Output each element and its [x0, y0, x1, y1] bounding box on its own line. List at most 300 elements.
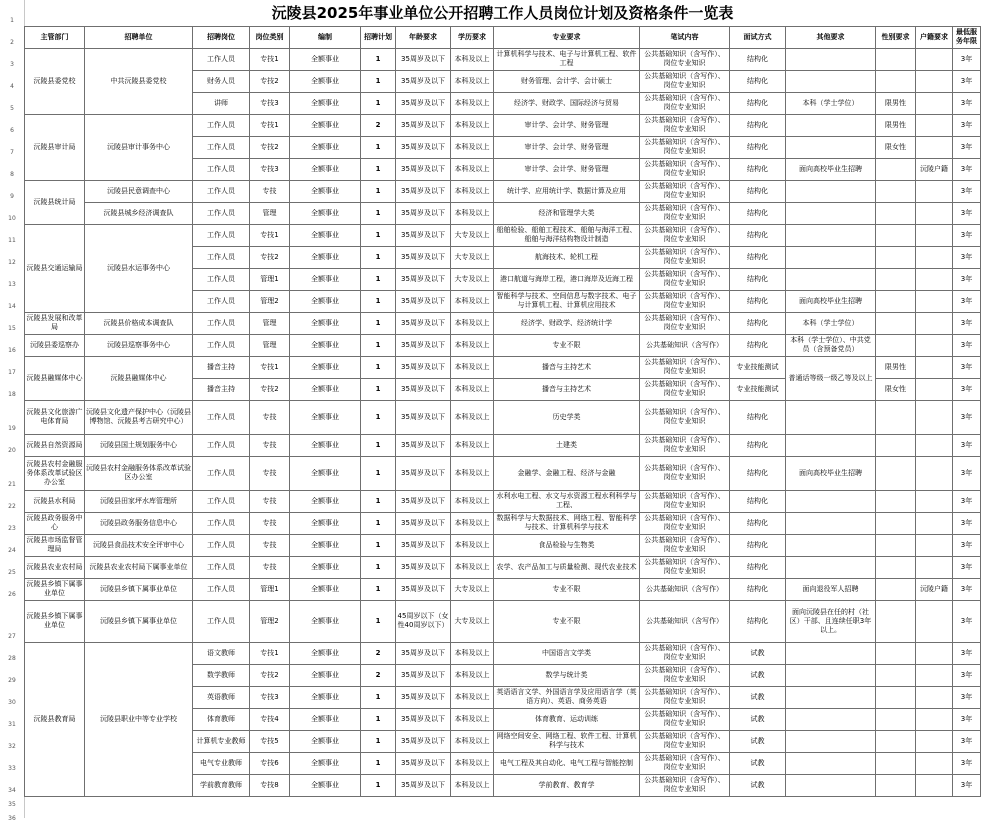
major-cell: 土建类	[494, 434, 640, 456]
staffing-cell: 全额事业	[290, 708, 361, 730]
service-years-cell: 3年	[953, 774, 981, 796]
education-cell: 本科及以上	[451, 434, 494, 456]
exam-cell: 公共基础知识（含写作）、岗位专业知识	[640, 708, 730, 730]
gender-cell: 限女性	[876, 136, 916, 158]
table-row	[25, 400, 981, 434]
position-cell: 工作人员	[193, 48, 250, 70]
unit-cell: 中共沅陵县委党校	[85, 48, 193, 114]
residence-cell: 沅陵户籍	[916, 158, 953, 180]
gender-cell	[876, 686, 916, 708]
row-number: 30	[8, 699, 16, 706]
exam-cell: 公共基础知识（含写作）、岗位专业知识	[640, 224, 730, 246]
quota-cell: 1	[361, 730, 396, 752]
age-cell: 45周岁以下（女性40周岁以下）	[396, 600, 451, 642]
exam-cell: 公共基础知识（含写作）、岗位专业知识	[640, 290, 730, 312]
other-cell	[786, 534, 876, 556]
position-cell: 工作人员	[193, 534, 250, 556]
residence-cell	[916, 268, 953, 290]
staffing-cell: 全额事业	[290, 334, 361, 356]
residence-cell	[916, 456, 953, 490]
other-cell: 面向沅陵县在任的村（社区）干部、且连续任职3年以上。	[786, 600, 876, 642]
other-cell	[786, 224, 876, 246]
exam-cell: 公共基础知识（含写作）、岗位专业知识	[640, 312, 730, 334]
staffing-cell: 全额事业	[290, 224, 361, 246]
other-cell	[786, 114, 876, 136]
quota-cell: 1	[361, 752, 396, 774]
quota-cell: 1	[361, 312, 396, 334]
interview-cell: 结构化	[730, 456, 786, 490]
education-cell: 本科及以上	[451, 512, 494, 534]
quota-cell: 1	[361, 290, 396, 312]
interview-cell: 专业技能测试	[730, 356, 786, 378]
gender-cell	[876, 158, 916, 180]
row-number: 9	[10, 193, 14, 200]
interview-cell: 结构化	[730, 136, 786, 158]
service-years-cell: 3年	[953, 356, 981, 378]
row-number: 15	[8, 325, 16, 332]
staffing-cell: 全额事业	[290, 202, 361, 224]
position-cell: 讲师	[193, 92, 250, 114]
exam-cell: 公共基础知识（含写作）、岗位专业知识	[640, 664, 730, 686]
interview-cell: 结构化	[730, 224, 786, 246]
interview-cell: 结构化	[730, 290, 786, 312]
category-cell: 专技2	[250, 136, 290, 158]
interview-cell: 试教	[730, 664, 786, 686]
education-cell: 本科及以上	[451, 490, 494, 512]
position-cell: 播音主持	[193, 378, 250, 400]
residence-cell: 沅陵户籍	[916, 578, 953, 600]
position-cell: 工作人员	[193, 224, 250, 246]
gender-cell	[876, 708, 916, 730]
age-cell: 35周岁及以下	[396, 642, 451, 664]
education-cell: 本科及以上	[451, 664, 494, 686]
staffing-cell: 全额事业	[290, 158, 361, 180]
education-cell: 本科及以上	[451, 290, 494, 312]
row-number: 27	[8, 633, 16, 640]
unit-cell: 沅陵县乡镇下属事业单位	[85, 600, 193, 642]
category-cell: 专技1	[250, 642, 290, 664]
exam-cell: 公共基础知识（含写作）	[640, 600, 730, 642]
gender-cell	[876, 70, 916, 92]
service-years-cell: 3年	[953, 202, 981, 224]
interview-cell: 结构化	[730, 512, 786, 534]
education-cell: 本科及以上	[451, 378, 494, 400]
other-cell: 本科（学士学位）、中共党员（含预备党员）	[786, 334, 876, 356]
gender-cell	[876, 180, 916, 202]
residence-cell	[916, 512, 953, 534]
service-years-cell: 3年	[953, 434, 981, 456]
staffing-cell: 全额事业	[290, 752, 361, 774]
education-cell: 本科及以上	[451, 774, 494, 796]
residence-cell	[916, 730, 953, 752]
other-cell	[786, 730, 876, 752]
position-cell: 工作人员	[193, 114, 250, 136]
gender-cell	[876, 268, 916, 290]
gender-cell	[876, 312, 916, 334]
quota-cell: 1	[361, 512, 396, 534]
dept-cell: 沅陵县农村金融服务体系改革试验区办公室	[25, 456, 85, 490]
other-cell: 本科（学士学位）	[786, 312, 876, 334]
major-cell: 农学、农产品加工与质量检测、现代农业技术	[494, 556, 640, 578]
column-header: 年龄要求	[396, 26, 451, 48]
interview-cell: 结构化	[730, 92, 786, 114]
other-cell	[786, 268, 876, 290]
staffing-cell: 全额事业	[290, 378, 361, 400]
row-number: 28	[8, 655, 16, 662]
unit-cell: 沅陵县职业中等专业学校	[85, 642, 193, 796]
major-cell: 专业不限	[494, 600, 640, 642]
column-header: 最低服务年限	[953, 26, 981, 48]
age-cell: 35周岁及以下	[396, 312, 451, 334]
other-cell	[786, 512, 876, 534]
education-cell: 大专及以上	[451, 246, 494, 268]
interview-cell: 结构化	[730, 70, 786, 92]
age-cell: 35周岁及以下	[396, 578, 451, 600]
table-row	[25, 224, 981, 246]
education-cell: 本科及以上	[451, 356, 494, 378]
age-cell: 35周岁及以下	[396, 434, 451, 456]
interview-cell: 结构化	[730, 312, 786, 334]
dept-cell: 沅陵县市场监督管理局	[25, 534, 85, 556]
major-cell: 航海技术、轮机工程	[494, 246, 640, 268]
exam-cell: 公共基础知识（含写作）、岗位专业知识	[640, 268, 730, 290]
position-cell: 工作人员	[193, 434, 250, 456]
quota-cell: 1	[361, 158, 396, 180]
exam-cell: 公共基础知识（含写作）、岗位专业知识	[640, 158, 730, 180]
age-cell: 35周岁及以下	[396, 400, 451, 434]
gender-cell	[876, 490, 916, 512]
interview-cell: 结构化	[730, 158, 786, 180]
table-row	[25, 642, 981, 664]
column-header: 主管部门	[25, 26, 85, 48]
dept-cell: 沅陵县教育局	[25, 642, 85, 796]
column-header: 招聘计划	[361, 26, 396, 48]
dept-cell: 沅陵县自然资源局	[25, 434, 85, 456]
major-cell: 中国语言文学类	[494, 642, 640, 664]
age-cell: 35周岁及以下	[396, 180, 451, 202]
category-cell: 管理	[250, 312, 290, 334]
dept-cell: 沅陵县农业农村局	[25, 556, 85, 578]
position-cell: 工作人员	[193, 400, 250, 434]
position-cell: 数学教师	[193, 664, 250, 686]
service-years-cell: 3年	[953, 180, 981, 202]
unit-cell: 沅陵县水运事务中心	[85, 224, 193, 312]
staffing-cell: 全额事业	[290, 92, 361, 114]
interview-cell: 试教	[730, 774, 786, 796]
exam-cell: 公共基础知识（含写作）、岗位专业知识	[640, 202, 730, 224]
service-years-cell: 3年	[953, 512, 981, 534]
unit-cell: 沅陵县文化遗产保护中心（沅陵县博物馆、沅陵县考古研究中心）	[85, 400, 193, 434]
row-number: 31	[8, 721, 16, 728]
quota-cell: 1	[361, 48, 396, 70]
row-number: 13	[8, 281, 16, 288]
other-cell	[786, 246, 876, 268]
other-cell	[786, 70, 876, 92]
education-cell: 本科及以上	[451, 642, 494, 664]
service-years-cell: 3年	[953, 534, 981, 556]
staffing-cell: 全额事业	[290, 400, 361, 434]
row-number: 11	[8, 237, 16, 244]
category-cell: 管理	[250, 334, 290, 356]
staffing-cell: 全额事业	[290, 356, 361, 378]
dept-cell: 沅陵县水利局	[25, 490, 85, 512]
major-cell: 历史学类	[494, 400, 640, 434]
staffing-cell: 全额事业	[290, 180, 361, 202]
other-cell	[786, 434, 876, 456]
exam-cell: 公共基础知识（含写作）、岗位专业知识	[640, 686, 730, 708]
other-cell	[786, 708, 876, 730]
residence-cell	[916, 202, 953, 224]
major-cell: 经济学、财政学、经济统计学	[494, 312, 640, 334]
exam-cell: 公共基础知识（含写作）、岗位专业知识	[640, 356, 730, 378]
interview-cell: 结构化	[730, 400, 786, 434]
row-number: 32	[8, 743, 16, 750]
category-cell: 专技4	[250, 708, 290, 730]
exam-cell: 公共基础知识（含写作）、岗位专业知识	[640, 136, 730, 158]
age-cell: 35周岁及以下	[396, 730, 451, 752]
quota-cell: 1	[361, 246, 396, 268]
category-cell: 专技2	[250, 378, 290, 400]
quota-cell: 1	[361, 70, 396, 92]
category-cell: 专技6	[250, 752, 290, 774]
table-row	[25, 534, 981, 556]
quota-cell: 1	[361, 556, 396, 578]
other-cell	[786, 48, 876, 70]
page-title: 沅陵县2025年事业单位公开招聘工作人员岗位计划及资格条件一览表	[25, 0, 981, 26]
quota-cell: 1	[361, 334, 396, 356]
category-cell: 专技	[250, 400, 290, 434]
service-years-cell: 3年	[953, 642, 981, 664]
row-number: 21	[8, 481, 16, 488]
staffing-cell: 全额事业	[290, 434, 361, 456]
category-cell: 专技	[250, 456, 290, 490]
gender-cell	[876, 400, 916, 434]
exam-cell: 公共基础知识（含写作）	[640, 334, 730, 356]
interview-cell: 结构化	[730, 180, 786, 202]
unit-cell: 沅陵县城乡经济调查队	[85, 202, 193, 224]
age-cell: 35周岁及以下	[396, 456, 451, 490]
quota-cell: 1	[361, 400, 396, 434]
major-cell: 体育教育、运动训练	[494, 708, 640, 730]
service-years-cell: 3年	[953, 456, 981, 490]
major-cell: 食品检验与生物类	[494, 534, 640, 556]
position-cell: 学前教育教师	[193, 774, 250, 796]
education-cell: 本科及以上	[451, 752, 494, 774]
gender-cell	[876, 578, 916, 600]
major-cell: 计算机科学与技术、电子与计算机工程、软件工程	[494, 48, 640, 70]
column-header: 户籍要求	[916, 26, 953, 48]
other-cell: 本科（学士学位）	[786, 92, 876, 114]
major-cell: 数据科学与大数据技术、网络工程、智能科学与技术、计算机科学与技术	[494, 512, 640, 534]
recruitment-table	[24, 0, 981, 797]
major-cell: 金融学、金融工程、经济与金融	[494, 456, 640, 490]
other-cell: 面向高校毕业生招聘	[786, 456, 876, 490]
interview-cell: 结构化	[730, 490, 786, 512]
column-header: 其他要求	[786, 26, 876, 48]
dept-cell: 沅陵县审计局	[25, 114, 85, 180]
other-cell	[786, 136, 876, 158]
column-header: 性别要求	[876, 26, 916, 48]
dept-cell: 沅陵县委党校	[25, 48, 85, 114]
category-cell: 专技	[250, 556, 290, 578]
residence-cell	[916, 752, 953, 774]
position-cell: 电气专业教师	[193, 752, 250, 774]
row-number: 35	[8, 801, 16, 808]
exam-cell: 公共基础知识（含写作）、岗位专业知识	[640, 752, 730, 774]
major-cell: 网络空间安全、网络工程、软件工程、计算机科学与技术	[494, 730, 640, 752]
education-cell: 本科及以上	[451, 534, 494, 556]
major-cell: 电气工程及其自动化、电气工程与智能控制	[494, 752, 640, 774]
quota-cell: 1	[361, 434, 396, 456]
gender-cell	[876, 48, 916, 70]
row-number: 34	[8, 787, 16, 794]
residence-cell	[916, 312, 953, 334]
gender-cell	[876, 600, 916, 642]
education-cell: 本科及以上	[451, 48, 494, 70]
other-cell	[786, 664, 876, 686]
major-cell: 统计学、应用统计学、数据计算及应用	[494, 180, 640, 202]
quota-cell: 1	[361, 600, 396, 642]
column-header: 笔试内容	[640, 26, 730, 48]
residence-cell	[916, 180, 953, 202]
residence-cell	[916, 290, 953, 312]
exam-cell: 公共基础知识（含写作）、岗位专业知识	[640, 70, 730, 92]
exam-cell: 公共基础知识（含写作）、岗位专业知识	[640, 180, 730, 202]
major-cell: 学前教育、教育学	[494, 774, 640, 796]
gender-cell	[876, 334, 916, 356]
interview-cell: 结构化	[730, 48, 786, 70]
gender-cell	[876, 774, 916, 796]
other-cell	[786, 752, 876, 774]
age-cell: 35周岁及以下	[396, 246, 451, 268]
exam-cell: 公共基础知识（含写作）、岗位专业知识	[640, 774, 730, 796]
exam-cell: 公共基础知识（含写作）、岗位专业知识	[640, 246, 730, 268]
staffing-cell: 全额事业	[290, 290, 361, 312]
age-cell: 35周岁及以下	[396, 224, 451, 246]
education-cell: 本科及以上	[451, 730, 494, 752]
row-number: 8	[10, 171, 14, 178]
position-cell: 语文教师	[193, 642, 250, 664]
position-cell: 工作人员	[193, 312, 250, 334]
age-cell: 35周岁及以下	[396, 202, 451, 224]
age-cell: 35周岁及以下	[396, 114, 451, 136]
gender-cell	[876, 246, 916, 268]
age-cell: 35周岁及以下	[396, 490, 451, 512]
education-cell: 本科及以上	[451, 312, 494, 334]
dept-cell: 沅陵县乡镇下属事业单位	[25, 578, 85, 600]
residence-cell	[916, 774, 953, 796]
service-years-cell: 3年	[953, 686, 981, 708]
dept-cell: 沅陵县政务服务中心	[25, 512, 85, 534]
position-cell: 工作人员	[193, 556, 250, 578]
interview-cell: 试教	[730, 686, 786, 708]
dept-cell: 沅陵县交通运输局	[25, 224, 85, 312]
dept-cell: 沅陵县融媒体中心	[25, 356, 85, 400]
category-cell: 专技5	[250, 730, 290, 752]
column-header: 学历要求	[451, 26, 494, 48]
quota-cell: 1	[361, 136, 396, 158]
unit-cell: 沅陵县融媒体中心	[85, 356, 193, 400]
table-row	[25, 312, 981, 334]
quota-cell: 1	[361, 356, 396, 378]
table-row	[25, 512, 981, 534]
quota-cell: 1	[361, 534, 396, 556]
row-number: 10	[8, 215, 16, 222]
category-cell: 专技2	[250, 70, 290, 92]
residence-cell	[916, 664, 953, 686]
interview-cell: 结构化	[730, 246, 786, 268]
major-cell: 专业不限	[494, 334, 640, 356]
service-years-cell: 3年	[953, 730, 981, 752]
exam-cell: 公共基础知识（含写作）、岗位专业知识	[640, 48, 730, 70]
gender-cell	[876, 664, 916, 686]
row-number: 26	[8, 591, 16, 598]
header-row	[25, 26, 981, 48]
staffing-cell: 全额事业	[290, 642, 361, 664]
category-cell: 管理	[250, 202, 290, 224]
residence-cell	[916, 708, 953, 730]
exam-cell: 公共基础知识（含写作）、岗位专业知识	[640, 92, 730, 114]
position-cell: 工作人员	[193, 202, 250, 224]
service-years-cell: 3年	[953, 334, 981, 356]
quota-cell: 1	[361, 456, 396, 490]
major-cell: 审计学、会计学、财务管理	[494, 114, 640, 136]
education-cell: 本科及以上	[451, 202, 494, 224]
staffing-cell: 全额事业	[290, 70, 361, 92]
row-number: 12	[8, 259, 16, 266]
quota-cell: 2	[361, 664, 396, 686]
row-number: 22	[8, 503, 16, 510]
service-years-cell: 3年	[953, 48, 981, 70]
gender-cell: 限男性	[876, 92, 916, 114]
interview-cell: 结构化	[730, 202, 786, 224]
exam-cell: 公共基础知识（含写作）、岗位专业知识	[640, 456, 730, 490]
major-cell: 经济和管理学大类	[494, 202, 640, 224]
quota-cell: 1	[361, 180, 396, 202]
category-cell: 专技2	[250, 664, 290, 686]
staffing-cell: 全额事业	[290, 114, 361, 136]
education-cell: 本科及以上	[451, 686, 494, 708]
row-number: 19	[8, 425, 16, 432]
table-row	[25, 600, 981, 642]
category-cell: 专技3	[250, 686, 290, 708]
gender-cell: 限女性	[876, 378, 916, 400]
other-cell	[786, 642, 876, 664]
dept-cell: 沅陵县统计局	[25, 180, 85, 224]
education-cell: 本科及以上	[451, 114, 494, 136]
age-cell: 35周岁及以下	[396, 664, 451, 686]
dept-cell: 沅陵县乡镇下属事业单位	[25, 600, 85, 642]
gender-cell	[876, 730, 916, 752]
row-number: 29	[8, 677, 16, 684]
other-cell: 面向高校毕业生招聘	[786, 158, 876, 180]
quota-cell: 1	[361, 686, 396, 708]
gender-cell	[876, 642, 916, 664]
position-cell: 工作人员	[193, 600, 250, 642]
dept-cell: 沅陵县文化旅游广电体育局	[25, 400, 85, 434]
staffing-cell: 全额事业	[290, 48, 361, 70]
service-years-cell: 3年	[953, 400, 981, 434]
exam-cell: 公共基础知识（含写作）、岗位专业知识	[640, 434, 730, 456]
row-number: 25	[8, 569, 16, 576]
other-cell	[786, 180, 876, 202]
gender-cell	[876, 534, 916, 556]
unit-cell: 沅陵县民意调查中心	[85, 180, 193, 202]
service-years-cell: 3年	[953, 92, 981, 114]
position-cell: 计算机专业教师	[193, 730, 250, 752]
residence-cell	[916, 136, 953, 158]
category-cell: 专技	[250, 490, 290, 512]
